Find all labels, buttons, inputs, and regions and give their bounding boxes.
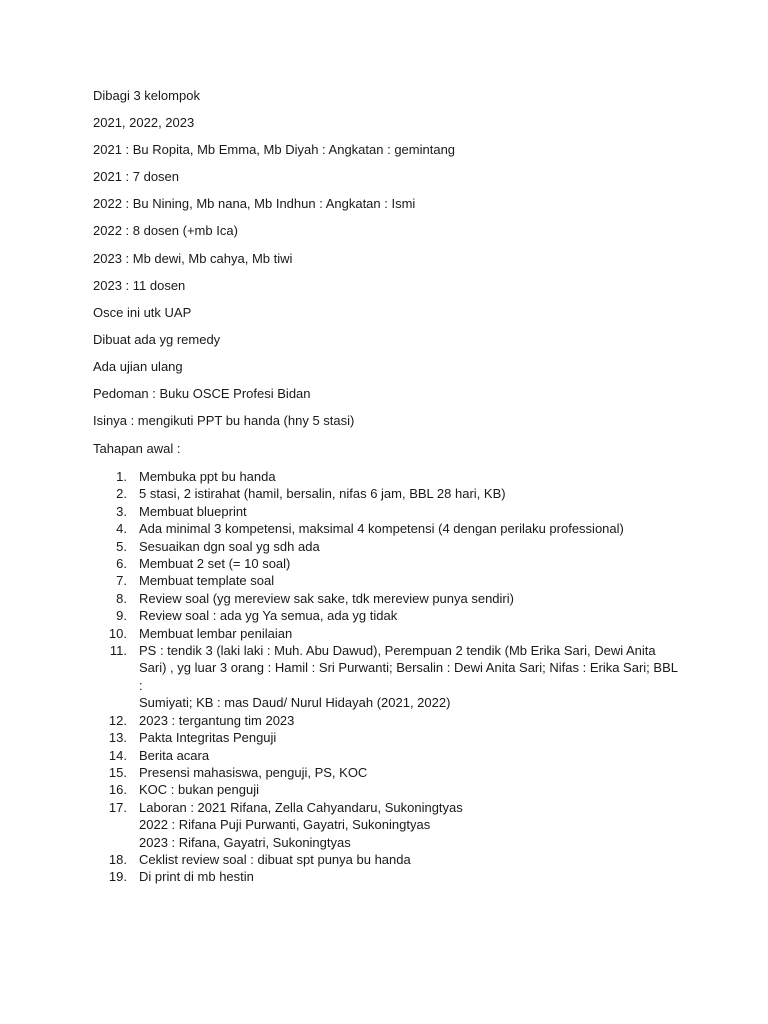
list-item-number: 13. — [108, 730, 127, 746]
list-item-text: Pakta Integritas Penguji — [139, 730, 277, 746]
list-item-number: 10. — [108, 625, 127, 641]
paragraph-years: 2021, 2022, 2023 — [93, 115, 195, 130]
list-item-number: 3. — [116, 503, 127, 519]
paragraph-osce-purpose: Osce ini utk UAP — [93, 305, 192, 320]
paragraph-2021-dosen: 2021 : 7 dosen — [93, 169, 180, 184]
list-item-number: 8. — [116, 590, 127, 606]
list-item-text: Membuat lembar penilaian — [139, 625, 293, 641]
paragraph-contents: Isinya : mengikuti PPT bu handa (hny 5 stasi) — [93, 413, 355, 428]
list-item — [93, 485, 683, 502]
list-item-text: 2022 : Rifana Puji Purwanti, Gayatri, Sukoningtyas — [139, 817, 431, 833]
list-item — [93, 799, 683, 851]
list-item — [93, 520, 683, 537]
paragraph-2022-team: 2022 : Bu Nining, Mb nana, Mb Indhun : Angkatan : Ismi — [93, 196, 416, 211]
list-item-number: 12. — [108, 712, 127, 728]
paragraph-steps-heading: Tahapan awal : — [93, 441, 181, 456]
list-item-text: 2023 : tergantung tim 2023 — [139, 712, 295, 728]
paragraph-2023-team: 2023 : Mb dewi, Mb cahya, Mb tiwi — [93, 251, 293, 266]
list-item-text: Laboran : 2021 Rifana, Zella Cahyandaru, Sukoningtyas — [139, 799, 463, 815]
paragraph-2022-dosen: 2022 : 8 dosen (+mb Ica) — [93, 223, 238, 238]
list-item-text: Membuat template soal — [139, 573, 275, 589]
list-item — [93, 642, 683, 712]
list-item-text: Ada minimal 3 kompetensi, maksimal 4 kompetensi (4 dengan perilaku professional) — [139, 521, 624, 537]
list-item-text: 5 stasi, 2 istirahat (hamil, bersalin, nifas 6 jam, BBL 28 hari, KB) — [139, 486, 506, 502]
list-item-number: 5. — [116, 538, 127, 554]
list-item-number: 7. — [116, 573, 127, 589]
list-item — [93, 764, 683, 781]
list-item-number: 2. — [116, 486, 127, 502]
list-item — [93, 503, 683, 520]
paragraph-groups: Dibagi 3 kelompok — [93, 88, 200, 103]
list-item-text: 2023 : Rifana, Gayatri, Sukoningtyas — [139, 834, 351, 850]
list-item-text: Ceklist review soal : dibuat spt punya bu handa — [139, 851, 411, 867]
list-item-number: 6. — [116, 556, 127, 572]
list-item-text: Sumiyati; KB : mas Daud/ Nurul Hidayah (2021, 2022) — [139, 695, 451, 711]
list-item — [93, 572, 683, 589]
list-item — [93, 729, 683, 746]
list-item-number: 15. — [108, 764, 127, 780]
list-item-text: Review soal (yg mereview sak sake, tdk mereview punya sendiri) — [139, 590, 514, 606]
list-item-number: 9. — [116, 608, 127, 624]
list-item-number: 16. — [108, 782, 127, 798]
list-item-text: KOC : bukan penguji — [139, 782, 259, 798]
list-item — [93, 851, 683, 868]
paragraph-retest: Ada ujian ulang — [93, 359, 183, 374]
list-item — [93, 781, 683, 798]
paragraph-remedy: Dibuat ada yg remedy — [93, 332, 221, 347]
list-item-text: Membuat blueprint — [139, 503, 247, 519]
list-item — [93, 747, 683, 764]
list-item-text: Di print di mb hestin — [139, 869, 254, 885]
list-item — [93, 555, 683, 572]
steps-list — [93, 468, 683, 886]
list-item-text: Sesuaikan dgn soal yg sdh ada — [139, 538, 320, 554]
list-item — [93, 468, 683, 485]
list-item — [93, 538, 683, 555]
list-item — [93, 868, 683, 885]
list-item-text: Review soal : ada yg Ya semua, ada yg tidak — [139, 608, 398, 624]
list-item-text: PS : tendik 3 (laki laki : Muh. Abu Dawud), Perempuan 2 tendik (Mb Erika Sari, Dewi Anita — [139, 643, 656, 659]
list-item-text: Membuat 2 set (= 10 soal) — [139, 556, 291, 572]
list-item — [93, 712, 683, 729]
paragraph-guideline: Pedoman : Buku OSCE Profesi Bidan — [93, 386, 311, 401]
list-item-number: 4. — [116, 521, 127, 537]
list-item-number: 11. — [109, 643, 127, 659]
list-item — [93, 590, 683, 607]
list-item-number: 19. — [108, 869, 127, 885]
list-item-text: Presensi mahasiswa, penguji, PS, KOC — [139, 764, 368, 780]
list-item-number: 1. — [116, 469, 127, 484]
list-item-text: Berita acara — [139, 747, 210, 763]
list-item-number: 17. — [108, 799, 127, 815]
list-item — [93, 607, 683, 624]
paragraph-2023-dosen: 2023 : 11 dosen — [93, 278, 186, 293]
list-item-text: Membuka ppt bu handa — [139, 469, 276, 484]
list-item-number: 18. — [108, 851, 127, 867]
list-item — [93, 625, 683, 642]
list-item-number: 14. — [108, 747, 127, 763]
paragraph-2021-team: 2021 : Bu Ropita, Mb Emma, Mb Diyah : Angkatan : gemintang — [93, 142, 456, 157]
list-item-text: Sari) , yg luar 3 orang : Hamil : Sri Purwanti; Bersalin : Dewi Anita Sari; Nifas : Erika Sari; BBL : — [139, 660, 678, 693]
